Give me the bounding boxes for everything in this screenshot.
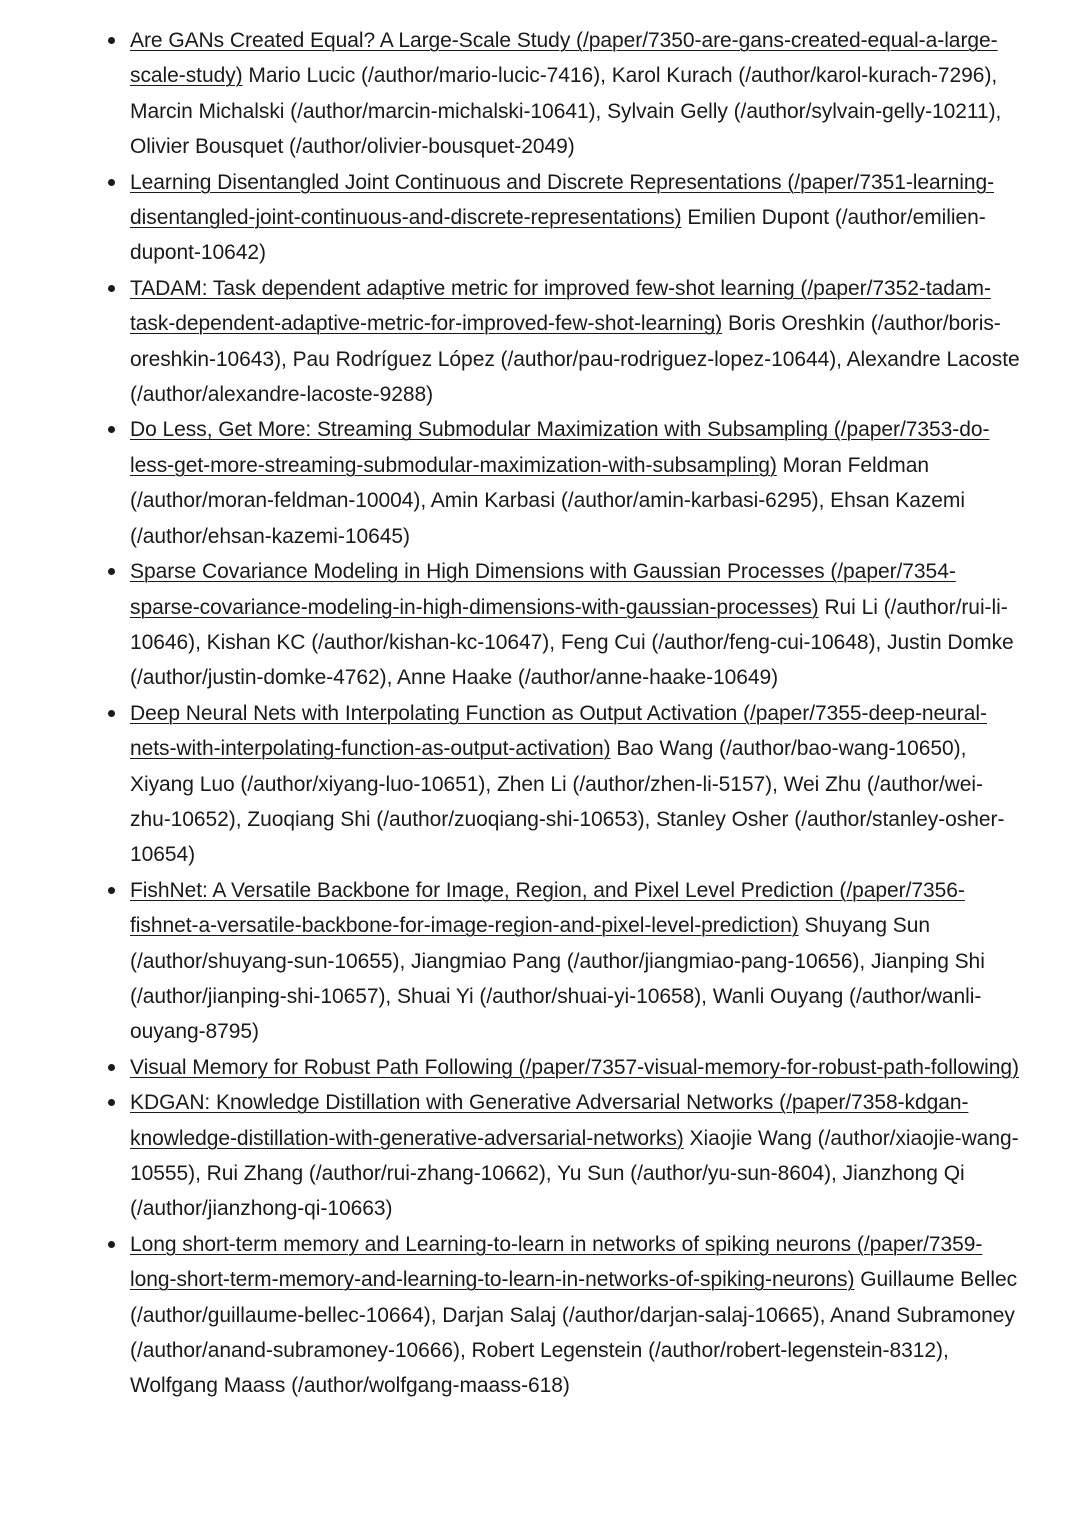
paper-authors: Bao Wang (/author/bao-wang-10650), Xiyang Luo (/author/xiyang-luo-10651), Zhen Li (/author/zhen-li-5157), Wei Zhu (/author/wei-zhu-10652), Zuoqiang Shi (/author/zuoqiang-shi-10653), Stanley Osher (/author/stanley-osher-10654) (130, 737, 1005, 867)
paper-list-item (130, 696, 1020, 873)
paper-title-link[interactable]: KDGAN: Knowledge Distillation with Generative Adversarial Networks (/paper/7358-kdgan-knowledge-distillation-with-generative-adversarial-networks) (130, 1091, 969, 1150)
paper-title-link[interactable]: TADAM: Task dependent adaptive metric for improved few-shot learning (/paper/7352-tadam-task-dependent-adaptive-metric-for-improved-few-shot-learning) (130, 276, 991, 336)
paper-authors: Shuyang Sun (/author/shuyang-sun-10655), Jiangmiao Pang (/author/jiangmiao-pang-10656), Jianping Shi (/author/jianping-shi-10657), Shuai Yi (/author/shuai-yi-10658), Wanli Ouyang (/author/wanli-ouyang-8795) (130, 914, 985, 1044)
paper-authors: Rui Li (/author/rui-li-10646), Kishan KC (/author/kishan-kc-10647), Feng Cui (/author/feng-cui-10648), Justin Domke (/author/justin-domke-4762), Anne Haake (/author/anne-haake-10649) (130, 595, 1014, 690)
paper-authors: Mario Lucic (/author/mario-lucic-7416), Karol Kurach (/author/karol-kurach-7296), Marcin Michalski (/author/marcin-michalski-10641), Sylvain Gelly (/author/sylvain-gelly-10211), Olivier Bousquet (/author/olivier-bousquet-2049) (130, 64, 1002, 159)
paper-list (130, 23, 1020, 1404)
paper-authors: Emilien Dupont (/author/emilien-dupont-10642) (130, 206, 986, 265)
paper-title-link[interactable]: Do Less, Get More: Streaming Submodular Maximization with Subsampling (/paper/7353-do-less-get-more-streaming-submodular-maximization-with-subsampling) (130, 418, 990, 477)
paper-list-item (130, 23, 1020, 165)
paper-title-link[interactable]: Sparse Covariance Modeling in High Dimensions with Gaussian Processes (/paper/7354-sparse-covariance-modeling-in-high-dimensions-with-gaussian-processes) (130, 560, 956, 619)
paper-list-item (130, 873, 1020, 1050)
paper-authors: Boris Oreshkin (/author/boris-oreshkin-10643), Pau Rodríguez López (/author/pau-rodriguez-lopez-10644), Alexandre Lacoste (/author/alexandre-lacoste-9288) (130, 312, 1020, 407)
paper-list-item (130, 271, 1020, 413)
paper-title-link[interactable]: FishNet: A Versatile Backbone for Image, Region, and Pixel Level Prediction (/paper/7356-fishnet-a-versatile-backbone-for-image-region-and-pixel-level-prediction) (130, 878, 965, 938)
paper-authors: Guillaume Bellec (/author/guillaume-bellec-10664), Darjan Salaj (/author/darjan-salaj-10665), Anand Subramoney (/author/anand-subramoney-10666), Robert Legenstein (/author/robert-legenstein-8312), Wolfgang Maass (/author/wolfgang-maass-618) (130, 1268, 1018, 1398)
paper-list-item (130, 412, 1020, 554)
paper-list-item (130, 165, 1020, 271)
paper-title-link[interactable]: Long short-term memory and Learning-to-learn in networks of spiking neurons (/paper/7359-long-short-term-memory-and-learning-to-learn-in-networks-of-spiking-neurons) (130, 1232, 983, 1292)
paper-title-link[interactable]: Visual Memory for Robust Path Following (/paper/7357-visual-memory-for-robust-path-following) (130, 1055, 1019, 1079)
paper-authors: Xiaojie Wang (/author/xiaojie-wang-10555), Rui Zhang (/author/rui-zhang-10662), Yu Sun (/author/yu-sun-8604), Jianzhong Qi (/author/jianzhong-qi-10663) (130, 1126, 1019, 1221)
paper-title-link[interactable]: Learning Disentangled Joint Continuous and Discrete Representations (/paper/7351-learning-disentangled-joint-continuous-and-discrete-representations) (130, 170, 995, 230)
paper-list-item (130, 1085, 1020, 1227)
paper-list-item (130, 1227, 1020, 1404)
paper-list-item (130, 554, 1020, 696)
paper-authors: Moran Feldman (/author/moran-feldman-10004), Amin Karbasi (/author/amin-karbasi-6295), Ehsan Kazemi (/author/ehsan-kazemi-10645) (130, 453, 965, 548)
paper-title-link[interactable]: Deep Neural Nets with Interpolating Function as Output Activation (/paper/7355-deep-neural-nets-with-interpolating-function-as-output-activation) (130, 701, 987, 761)
paper-list-item (130, 1050, 1020, 1085)
paper-title-link[interactable]: Are GANs Created Equal? A Large-Scale Study (/paper/7350-are-gans-created-equal-a-large-scale-study) (130, 29, 998, 88)
